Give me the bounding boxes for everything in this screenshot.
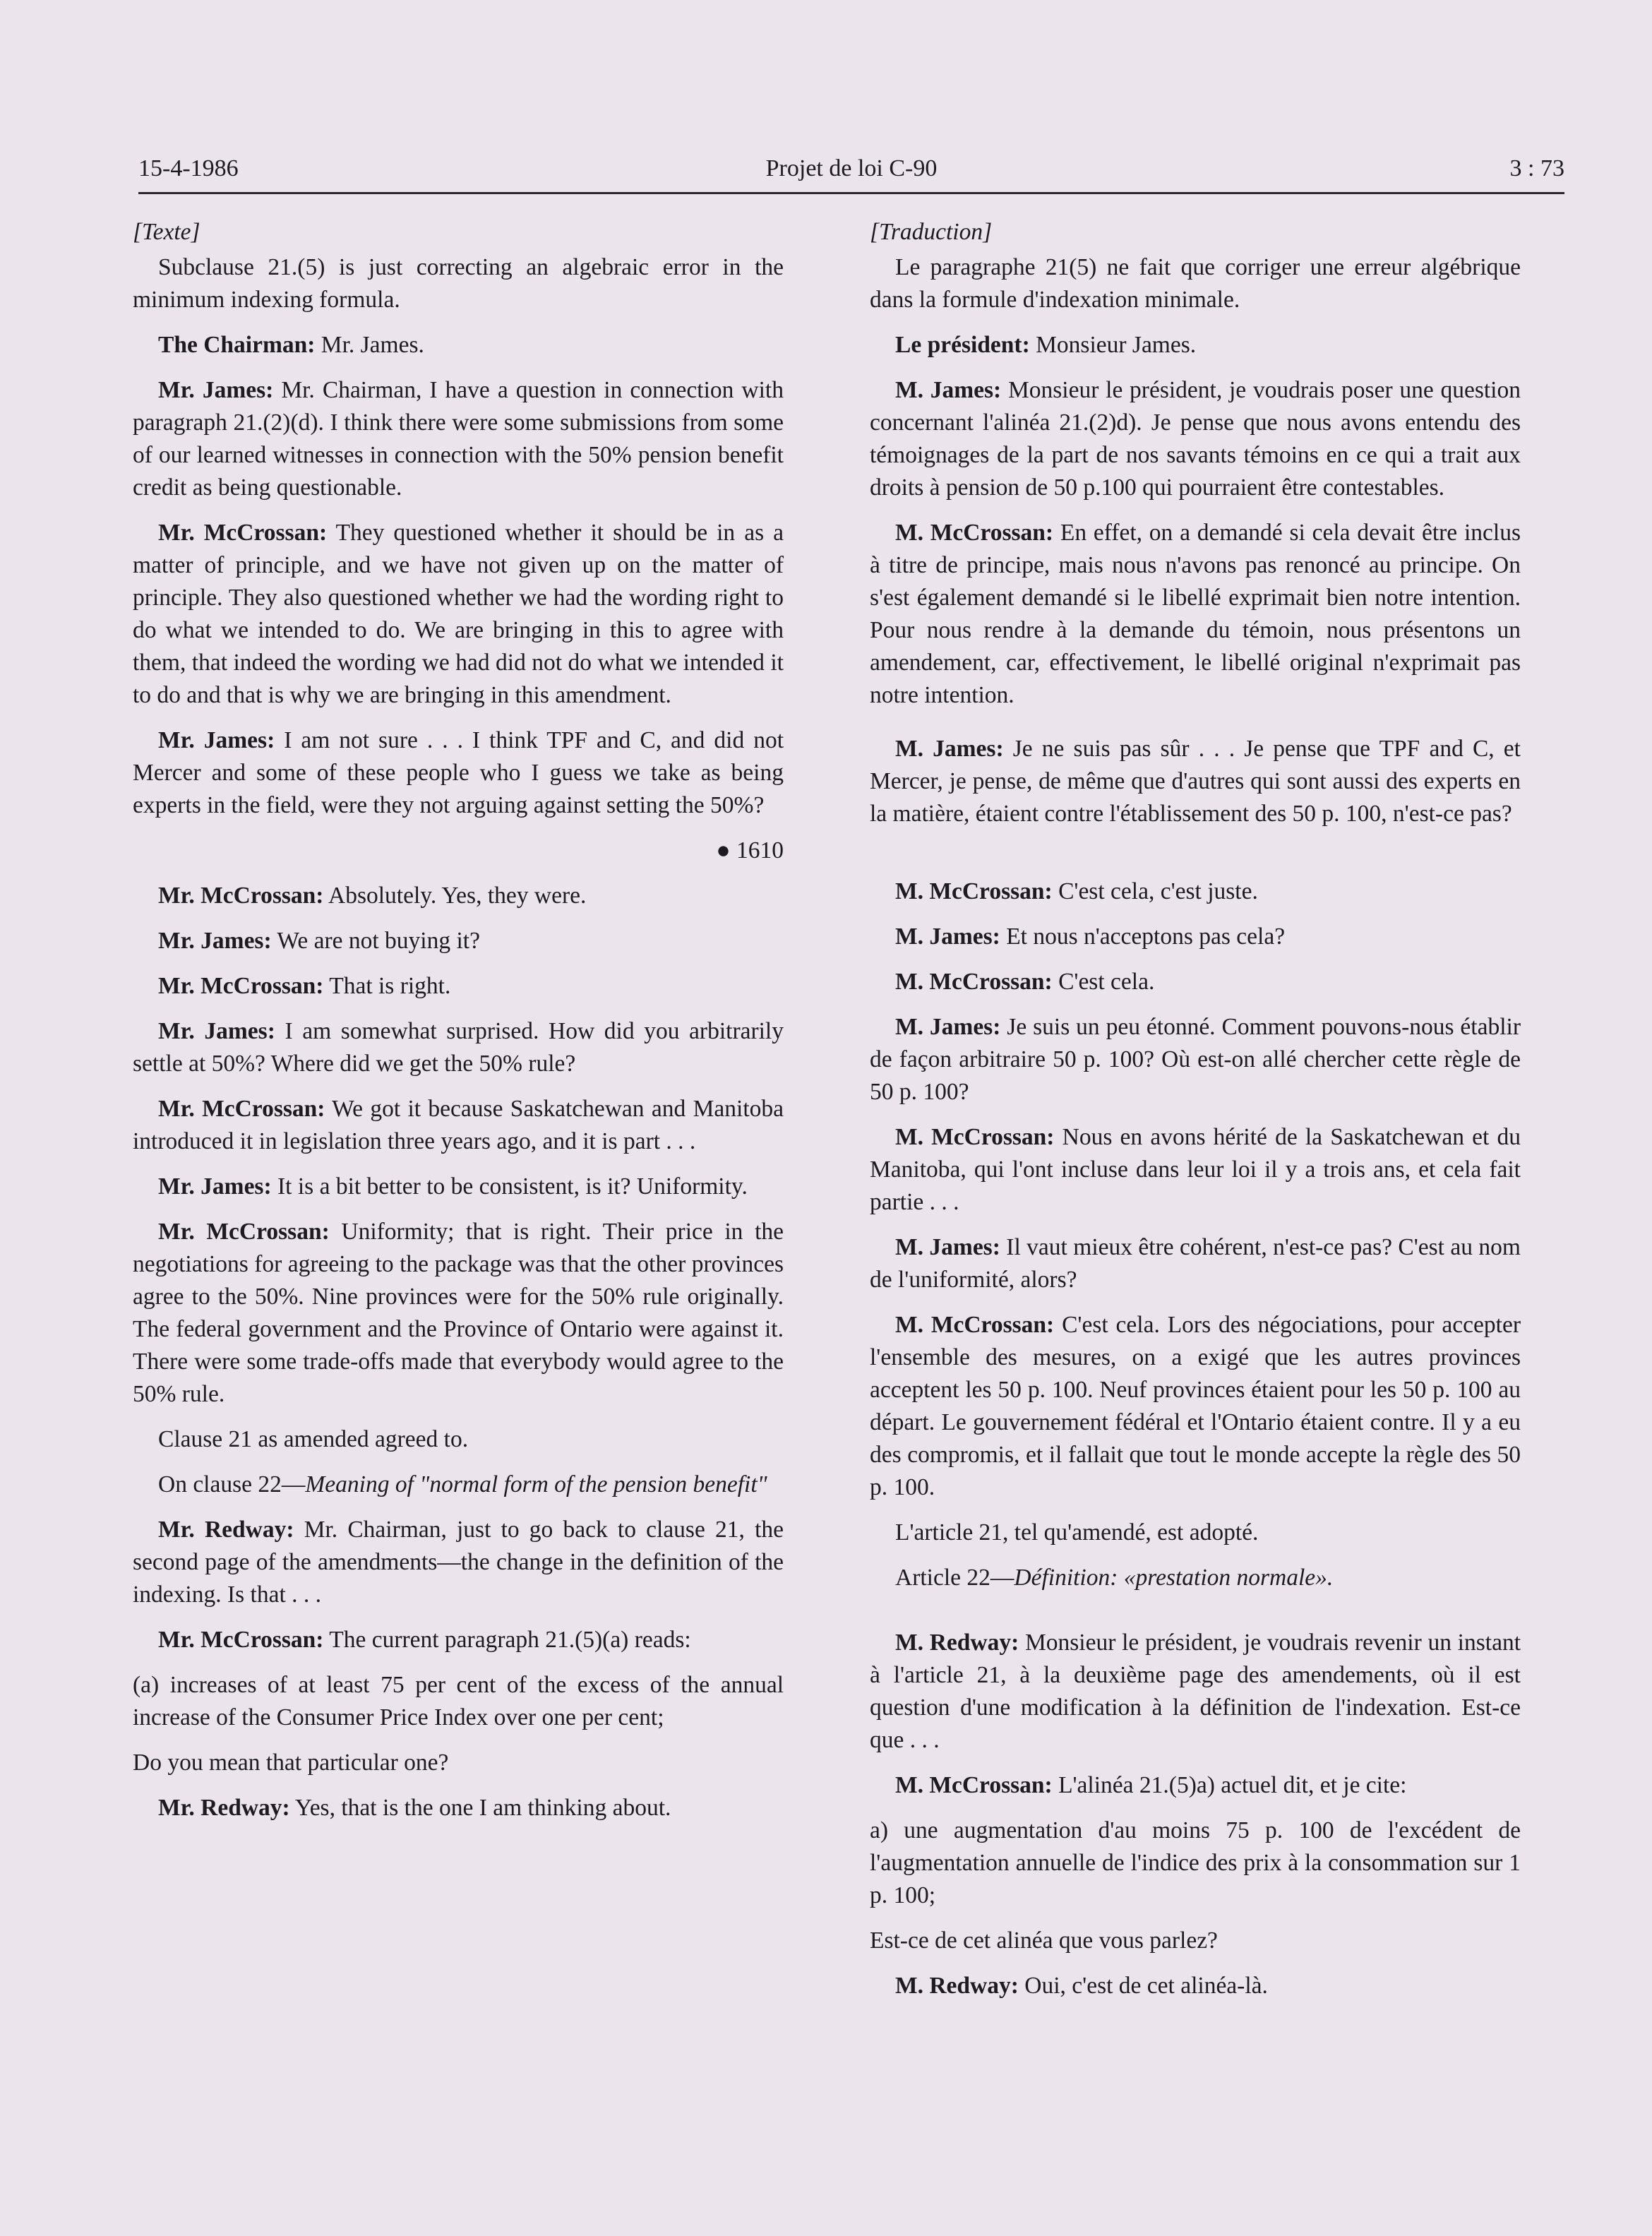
paragraph: The Chairman: Mr. James. xyxy=(158,332,424,358)
header-page-number: 3 : 73 xyxy=(1509,155,1564,181)
speaker: Mr. McCrossan: xyxy=(158,973,324,999)
french-column xyxy=(870,216,1521,2015)
paragraph: M. James: Il vaut mieux être cohérent, n'est-ce pas? C'est au nom de l'uniformité, alors? xyxy=(870,1234,1521,1293)
paragraph: Mr. McCrossan: The current paragraph 21.(5)(a) reads: xyxy=(158,1627,691,1653)
motion-result: L'article 21, tel qu'amendé, est adopté. xyxy=(895,1519,1259,1546)
paragraph: Do you mean that particular one? xyxy=(133,1750,449,1776)
speaker: Mr. James: xyxy=(158,727,275,753)
english-column xyxy=(133,216,784,1837)
speaker: Mr. James: xyxy=(158,1173,272,1200)
speaker: M. James: xyxy=(895,1234,1000,1260)
speaker: Mr. McCrossan: xyxy=(158,1219,330,1245)
paragraph: M. McCrossan: Nous en avons hérité de la Saskatchewan et du Manitoba, qui l'ont incluse dans leur loi il y a trois ans, et cela fait partie . . . xyxy=(870,1124,1521,1215)
paragraph: M. McCrossan: C'est cela. Lors des négociations, pour accepter l'ensemble des mesures, on a exigé que les autres provinces acceptent les 50 p. 100. Neuf provinces étaient pour les 50 p. 100 au départ. Le gouvernement fédéral et l'Ontario étaient contre. Il y a eu des compromis, et il fallait que tout le monde accepte la règle des 50 p. 100. xyxy=(870,1312,1521,1500)
paragraph: Mr. McCrossan: That is right. xyxy=(158,973,451,999)
quoted-text: (a) increases of at least 75 per cent of the excess of the annual increase of the Consumer Price Index over one per cent; xyxy=(133,1672,784,1730)
motion-result: Clause 21 as amended agreed to. xyxy=(158,1426,469,1452)
paragraph: Mr. James: It is a bit better to be consistent, is it? Uniformity. xyxy=(158,1173,748,1200)
speaker: M. Redway: xyxy=(895,1630,1019,1656)
paragraph: M. McCrossan: L'alinéa 21.(5)a) actuel dit, et je cite: xyxy=(895,1772,1407,1798)
speaker: M. James: xyxy=(895,736,1004,762)
quoted-text: a) une augmentation d'au moins 75 p. 100 de l'excédent de l'augmentation annuelle de l'indice des prix à la consommation sur 1 p. 100; xyxy=(870,1817,1521,1908)
paragraph: M. Redway: Oui, c'est de cet alinéa-là. xyxy=(895,1973,1268,1999)
speaker: Mr. McCrossan: xyxy=(158,883,324,909)
paragraph: Le paragraphe 21(5) ne fait que corriger une erreur algébrique dans la formule d'indexation minimale. xyxy=(870,254,1521,313)
paragraph: M. McCrossan: C'est cela. xyxy=(895,969,1155,995)
speaker: M. McCrossan: xyxy=(895,520,1054,546)
paragraph: Subclause 21.(5) is just correcting an algebraic error in the minimum indexing formula. xyxy=(133,254,784,313)
paragraph: Mr. Redway: Mr. Chairman, just to go back to clause 21, the second page of the amendments—the change in the definition of the indexing. Is that . . . xyxy=(133,1517,784,1608)
speaker: Mr. Redway: xyxy=(158,1517,294,1543)
time-marker: ● 1610 xyxy=(716,837,784,863)
paragraph: M. James: Monsieur le président, je voudrais poser une question concernant l'alinéa 21.(2)d). Je pense que nous avons entendu des témoignages de la part de nos savants témoins en ce qui a trait aux droits à pension de 50 p.100 qui pourraient être contestables. xyxy=(870,377,1521,501)
speaker: Mr. McCrossan: xyxy=(158,520,328,546)
speaker: M. James: xyxy=(895,1014,1001,1040)
paragraph: M. James: Je ne suis pas sûr . . . Je pense que TPF and C, et Mercer, je pense, de même que d'autres qui sont aussi des experts en la matière, étaient contre l'établissement des 50 p. 100, n'est-ce pas? xyxy=(870,736,1521,827)
speaker: M. Redway: xyxy=(895,1973,1019,1999)
speaker: M. James: xyxy=(895,923,1000,950)
speaker: M. McCrossan: xyxy=(895,1312,1055,1338)
paragraph: Mr. James: I am not sure . . . I think TPF and C, and did not Mercer and some of these people who I guess we take as being experts in the field, were they not arguing against setting the 50%? xyxy=(133,727,784,818)
header-date: 15-4-1986 xyxy=(138,155,239,181)
column-label: [Texte] xyxy=(133,219,200,245)
speaker: Mr. James: xyxy=(158,928,272,954)
paragraph: Mr. James: I am somewhat surprised. How did you arbitrarily settle at 50%? Where did we get the 50% rule? xyxy=(133,1018,784,1077)
paragraph: M. McCrossan: C'est cela, c'est juste. xyxy=(895,878,1258,904)
paragraph: M. James: Je suis un peu étonné. Comment pouvons-nous établir de façon arbitraire 50 p. 100? Où est-on allé chercher cette règle de 50 p. 100? xyxy=(870,1014,1521,1105)
paragraph: Le président: Monsieur James. xyxy=(895,332,1197,358)
speaker: Mr. James: xyxy=(158,377,274,403)
header-title: Projet de loi C-90 xyxy=(765,155,938,181)
speaker: Le président: xyxy=(895,332,1030,358)
page-header xyxy=(138,150,1564,194)
paragraph: Mr. McCrossan: Uniformity; that is right. Their price in the negotiations for agreeing to the package was that the other provinces agree to the 50%. Nine provinces were for the 50% rule originally. The federal government and the Province of Ontario were against it. There were some trade-offs made that everybody would agree to the 50% rule. xyxy=(133,1219,784,1407)
paragraph: Mr. James: We are not buying it? xyxy=(158,928,480,954)
speaker: The Chairman: xyxy=(158,332,316,358)
speaker: M. McCrossan: xyxy=(895,1124,1055,1150)
paragraph: M. Redway: Monsieur le président, je voudrais revenir un instant à l'article 21, à la deuxième page des amendements, où il est question d'une modification à la définition de l'indexation. Est-ce que . . . xyxy=(870,1630,1521,1753)
clause-heading: On clause 22—Meaning of "normal form of the pension benefit" xyxy=(158,1471,767,1497)
paragraph: Mr. McCrossan: Absolutely. Yes, they were. xyxy=(158,883,587,909)
speaker: M. McCrossan: xyxy=(895,878,1053,904)
paragraph: Mr. McCrossan: They questioned whether it should be in as a matter of principle, and we have not given up on the matter of principle. They also questioned whether we had the wording right to do what we intended to do. We are bringing in this to agree with them, that indeed the wording we had did not do what we intended it to do and that is why we are bringing in this amendment. xyxy=(133,520,784,708)
paragraph: Mr. James: Mr. Chairman, I have a question in connection with paragraph 21.(2)(d). I think there were some submissions from some of our learned witnesses in connection with the 50% pension benefit credit as being questionable. xyxy=(133,377,784,501)
speaker: Mr. McCrossan: xyxy=(158,1096,325,1122)
speaker: M. McCrossan: xyxy=(895,969,1053,995)
clause-heading: Article 22—Définition: «prestation normale». xyxy=(895,1565,1334,1591)
paragraph: M. McCrossan: En effet, on a demandé si cela devait être inclus à titre de principe, mais nous n'avons pas renoncé au principe. On s'est également demandé si le libellé exprimait bien notre intention. Pour nous rendre à la demande du témoin, nous présentons un amendement, car, effectivement, le libellé original n'exprimait pas notre intention. xyxy=(870,520,1521,708)
speaker: Mr. James: xyxy=(158,1018,275,1044)
paragraph: Mr. McCrossan: We got it because Saskatchewan and Manitoba introduced it in legislation three years ago, and it is part . . . xyxy=(133,1096,784,1154)
paragraph: M. James: Et nous n'acceptons pas cela? xyxy=(895,923,1286,950)
paragraph: Est-ce de cet alinéa que vous parlez? xyxy=(870,1927,1218,1954)
speaker: Mr. McCrossan: xyxy=(158,1627,324,1653)
column-label: [Traduction] xyxy=(870,219,993,245)
speaker: Mr. Redway: xyxy=(158,1795,290,1821)
speaker: M. McCrossan: xyxy=(895,1772,1053,1798)
paragraph: Mr. Redway: Yes, that is the one I am thinking about. xyxy=(158,1795,671,1821)
speaker: M. James: xyxy=(895,377,1002,403)
